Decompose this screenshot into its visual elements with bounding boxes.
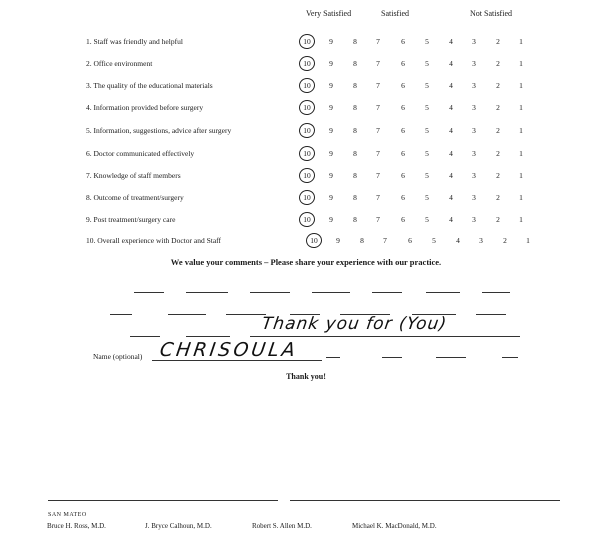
question-label: 10. Overall experience with Doctor and Staff — [86, 236, 222, 245]
score-option: 4 — [449, 81, 453, 90]
score-option: 5 — [425, 193, 429, 202]
selected-score-circle — [298, 33, 317, 51]
score-option: 1 — [519, 149, 523, 158]
score-option: 6 — [401, 126, 405, 135]
score-option: 1 — [519, 59, 523, 68]
score-option: 7 — [376, 215, 380, 224]
question-label: 3. The quality of the educational materials — [86, 81, 213, 90]
score-option: 4 — [449, 103, 453, 112]
score-option: 2 — [496, 59, 500, 68]
score-option: 3 — [472, 37, 476, 46]
name-label: Name (optional) — [93, 352, 143, 361]
score-option: 10 — [303, 171, 311, 180]
question-label: 1. Staff was friendly and helpful — [86, 37, 183, 46]
score-option: 4 — [449, 149, 453, 158]
comments-heading: We value your comments – Please share your experience with our practice. — [170, 257, 442, 267]
score-option: 10 — [303, 81, 311, 90]
score-option: 3 — [472, 81, 476, 90]
score-option: 9 — [329, 81, 333, 90]
score-option: 2 — [496, 193, 500, 202]
score-option: 4 — [449, 37, 453, 46]
score-option: 5 — [425, 126, 429, 135]
score-option: 6 — [401, 171, 405, 180]
score-option: 3 — [472, 126, 476, 135]
score-option: 8 — [360, 236, 364, 245]
score-option: 4 — [449, 171, 453, 180]
score-option: 10 — [303, 126, 311, 135]
score-option: 7 — [376, 81, 380, 90]
footer-divider-right — [290, 500, 560, 501]
handwritten-comment: Thank you for (You) — [260, 314, 449, 334]
score-option: 8 — [353, 149, 357, 158]
header-satisfied: Satisfied — [381, 9, 409, 18]
selected-score-circle — [298, 145, 317, 163]
header-very-satisfied: Very Satisfied — [306, 9, 352, 18]
score-option: 7 — [376, 193, 380, 202]
score-option: 9 — [336, 236, 340, 245]
footer-divider — [48, 500, 278, 501]
selected-score-circle — [298, 167, 317, 185]
footer-city: SAN MATEO — [48, 512, 87, 518]
footer-doctor-4: Michael K. MacDonald, M.D. — [352, 522, 437, 530]
score-option: 2 — [496, 37, 500, 46]
score-option: 5 — [425, 215, 429, 224]
score-option: 8 — [353, 193, 357, 202]
score-option: 4 — [449, 215, 453, 224]
score-option: 10 — [303, 193, 311, 202]
score-option: 2 — [496, 171, 500, 180]
score-option: 7 — [376, 59, 380, 68]
score-option: 3 — [472, 149, 476, 158]
score-option: 6 — [401, 193, 405, 202]
score-option: 3 — [472, 103, 476, 112]
score-option: 9 — [329, 126, 333, 135]
selected-score-circle — [298, 211, 317, 229]
score-option: 6 — [401, 103, 405, 112]
score-option: 7 — [376, 103, 380, 112]
footer-doctor-3: Robert S. Allen M.D. — [252, 522, 312, 530]
score-option: 8 — [353, 59, 357, 68]
score-option: 6 — [401, 215, 405, 224]
question-label: 9. Post treatment/surgery care — [86, 215, 176, 224]
score-option: 3 — [472, 59, 476, 68]
score-option: 1 — [519, 37, 523, 46]
score-option: 2 — [496, 149, 500, 158]
question-label: 7. Knowledge of staff members — [86, 171, 181, 180]
score-option: 5 — [425, 103, 429, 112]
score-option: 2 — [496, 215, 500, 224]
score-option: 9 — [329, 149, 333, 158]
score-option: 10 — [303, 149, 311, 158]
score-option: 1 — [519, 103, 523, 112]
score-option: 6 — [401, 81, 405, 90]
selected-score-circle — [298, 122, 317, 140]
score-option: 1 — [519, 126, 523, 135]
score-option: 1 — [519, 81, 523, 90]
score-option: 5 — [425, 149, 429, 158]
selected-score-circle — [298, 55, 317, 73]
score-option: 8 — [353, 171, 357, 180]
score-option: 1 — [526, 236, 530, 245]
score-option: 7 — [376, 171, 380, 180]
score-option: 4 — [449, 126, 453, 135]
score-option: 3 — [472, 215, 476, 224]
selected-score-circle — [298, 77, 317, 95]
score-option: 7 — [376, 149, 380, 158]
score-option: 8 — [353, 215, 357, 224]
score-option: 5 — [432, 236, 436, 245]
score-option: 6 — [408, 236, 412, 245]
score-option: 1 — [519, 171, 523, 180]
score-option: 5 — [425, 171, 429, 180]
selected-score-circle — [305, 232, 324, 250]
score-option: 8 — [353, 103, 357, 112]
score-option: 2 — [496, 81, 500, 90]
score-option: 5 — [425, 37, 429, 46]
score-option: 9 — [329, 37, 333, 46]
score-option: 4 — [449, 193, 453, 202]
score-option: 6 — [401, 149, 405, 158]
score-option: 2 — [496, 103, 500, 112]
score-option: 1 — [519, 193, 523, 202]
score-option: 2 — [496, 126, 500, 135]
score-option: 3 — [472, 171, 476, 180]
score-option: 5 — [425, 81, 429, 90]
score-option: 9 — [329, 59, 333, 68]
question-label: 5. Information, suggestions, advice after surgery — [86, 126, 232, 135]
score-option: 10 — [303, 215, 311, 224]
score-option: 8 — [353, 37, 357, 46]
footer-doctor-2: J. Bryce Calhoun, M.D. — [145, 522, 212, 530]
score-option: 4 — [449, 59, 453, 68]
question-label: 4. Information provided before surgery — [86, 103, 204, 112]
score-option: 10 — [303, 59, 311, 68]
score-option: 9 — [329, 193, 333, 202]
score-option: 1 — [519, 215, 523, 224]
score-option: 7 — [383, 236, 387, 245]
score-option: 7 — [376, 37, 380, 46]
question-label: 6. Doctor communicated effectively — [86, 149, 195, 158]
score-option: 3 — [472, 193, 476, 202]
score-option: 2 — [503, 236, 507, 245]
score-option: 10 — [310, 236, 318, 245]
score-option: 9 — [329, 215, 333, 224]
score-option: 6 — [401, 59, 405, 68]
selected-score-circle — [298, 99, 317, 117]
score-option: 9 — [329, 171, 333, 180]
header-not-satisfied: Not Satisfied — [470, 9, 512, 18]
question-label: 2. Office environment — [86, 59, 153, 68]
score-option: 7 — [376, 126, 380, 135]
thank-you-text: Thank you! — [286, 372, 326, 381]
score-option: 10 — [303, 103, 311, 112]
score-option: 3 — [479, 236, 483, 245]
question-label: 8. Outcome of treatment/surgery — [86, 193, 184, 202]
footer-doctor-1: Bruce H. Ross, M.D. — [47, 522, 106, 530]
score-option: 10 — [303, 37, 311, 46]
score-option: 8 — [353, 81, 357, 90]
selected-score-circle — [298, 189, 317, 207]
score-option: 8 — [353, 126, 357, 135]
handwritten-name: CHRISOULA — [158, 339, 300, 361]
score-option: 4 — [456, 236, 460, 245]
score-option: 6 — [401, 37, 405, 46]
score-option: 5 — [425, 59, 429, 68]
score-option: 9 — [329, 103, 333, 112]
